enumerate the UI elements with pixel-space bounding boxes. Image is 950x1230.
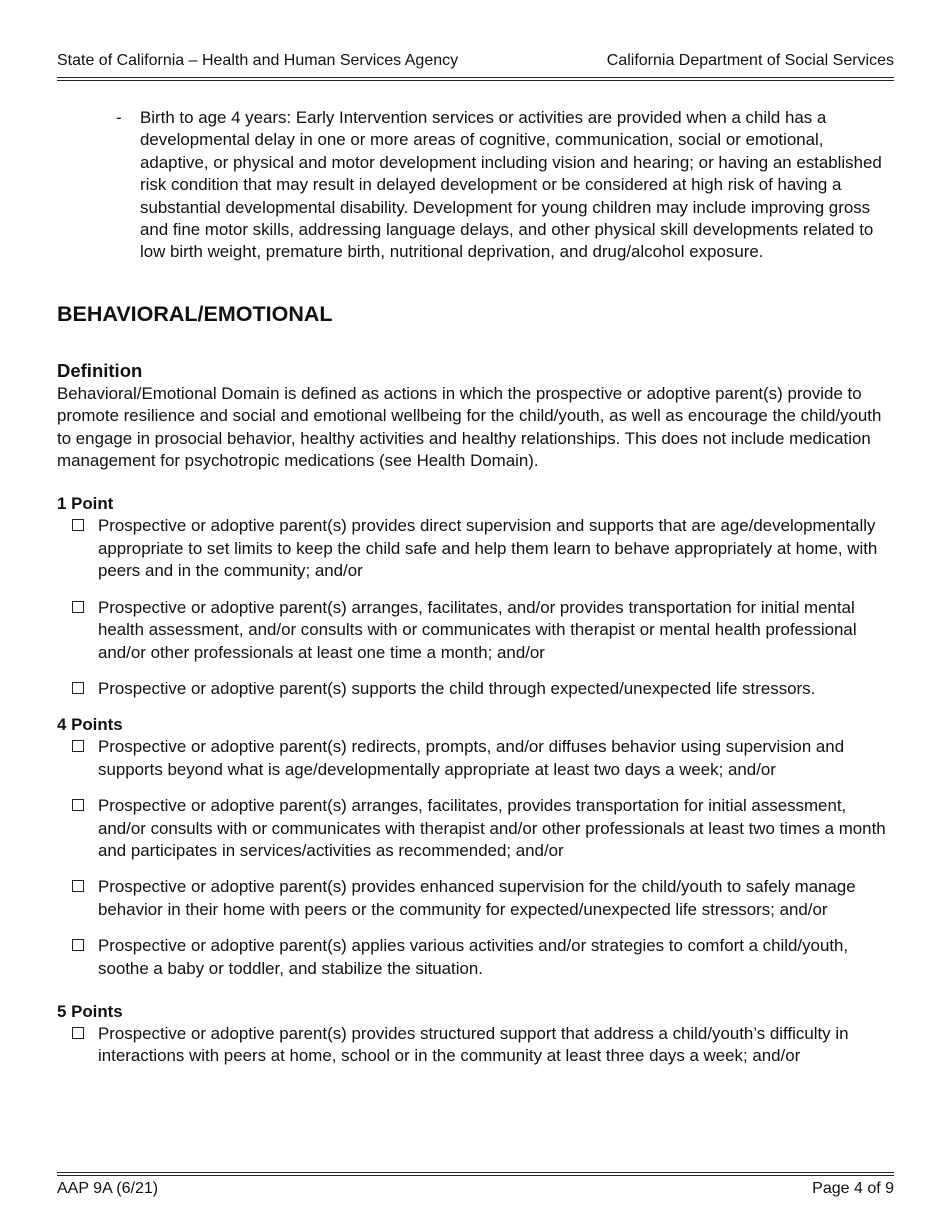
intro-bullet	[116, 107, 894, 264]
definition-heading: Definition	[57, 359, 143, 381]
checklist-item	[72, 515, 894, 582]
intro-bullet-text: Birth to age 4 years: Early Intervention services or activities are provided when a child has a developmental delay in one or more areas of cognitive, communication, social or emotional, adaptive, or physical and motor development including vision and hearing; or having an established risk condition that may result in delayed development or be considered at high risk of having a substantial developmental disability. Development for young children may include improving gross and fine motor skills, addressing language delays, and other physical skill developments related to low birth weight, premature birth, nutritional deprivation, and drug/alcohol exposure.	[140, 108, 882, 262]
checkbox[interactable]	[72, 519, 84, 531]
page-header	[57, 52, 894, 74]
checklist-item	[72, 1023, 894, 1068]
checkbox[interactable]	[72, 740, 84, 752]
checklist-item-text: Prospective or adoptive parent(s) provides enhanced supervision for the child/youth to safely manage behavior in their home with peers or the community for expected/unexpected life stressors; and/or	[98, 877, 856, 919]
checklist-item	[72, 935, 894, 980]
level-heading-4-points: 4 Points	[57, 715, 123, 735]
checklist-item	[72, 876, 894, 921]
footer-rule	[57, 1172, 894, 1176]
checkbox[interactable]	[72, 880, 84, 892]
checklist-item	[72, 736, 894, 781]
checklist-item	[72, 678, 894, 700]
page-footer	[57, 1180, 894, 1202]
definition-text: Behavioral/Emotional Domain is defined as actions in which the prospective or adoptive parent(s) provide to promote resilience and social and emotional wellbeing for the child/youth, as well as encourage the child/youth to engage in prosocial behavior, healthy activities and healthy relationships. This does not include medication management for psychotropic medications (see Health Domain).	[57, 383, 882, 471]
checklist-item	[72, 597, 894, 664]
page-number: Page 4 of 9	[812, 1180, 894, 1197]
checklist-item	[72, 795, 894, 862]
header-rule	[57, 77, 894, 81]
checkbox[interactable]	[72, 1027, 84, 1039]
checklist-item-text: Prospective or adoptive parent(s) redirects, prompts, and/or diffuses behavior using supervision and supports beyond what is age/developmentally appropriate at least two days a week; and/or	[98, 737, 845, 779]
level-heading-1-point: 1 Point	[57, 494, 114, 514]
checkbox[interactable]	[72, 601, 84, 613]
page-content	[57, 107, 894, 1068]
checklist-item-text: Prospective or adoptive parent(s) provides structured support that address a child/youth’s difficulty in interactions with peers at home, school or in the community at least three days a week; and/or	[98, 1023, 849, 1066]
checklist-item-text: Prospective or adoptive parent(s) applies various activities and/or strategies to comfort a child/youth, soothe a baby or toddler, and stabilize the situation.	[98, 936, 849, 978]
checklist-item-text: Prospective or adoptive parent(s) arranges, facilitates, provides transportation for initial assessment, and/or consults with or communicates with therapist and/or other professionals at least two times a month and participates in services/activities as recommended; and/or	[98, 796, 886, 860]
checklist-item-text: Prospective or adoptive parent(s) arranges, facilitates, and/or provides transportation for initial mental health assessment, and/or consults with or communicates with therapist or mental health professional and/or other professionals at least one time a month; and/or	[98, 597, 857, 662]
checkbox[interactable]	[72, 682, 84, 694]
checkbox[interactable]	[72, 939, 84, 951]
header-agency: State of California – Health and Human Services Agency	[57, 52, 459, 69]
level-heading-5-points: 5 Points	[57, 1001, 123, 1021]
bullet-marker: -	[116, 108, 122, 127]
checklist-item-text: Prospective or adoptive parent(s) supports the child through expected/unexpected life stressors.	[98, 678, 816, 698]
form-number: AAP 9A (6/21)	[57, 1180, 159, 1197]
checkbox[interactable]	[72, 799, 84, 811]
header-department: California Department of Social Services	[606, 52, 894, 69]
section-title: BEHAVIORAL/EMOTIONAL	[57, 301, 333, 326]
checklist-item-text: Prospective or adoptive parent(s) provides direct supervision and supports that are age/developmentally appropriate to set limits to keep the child safe and help them learn to behave appropriately at home, with peers and in the community; and/or	[98, 516, 878, 581]
